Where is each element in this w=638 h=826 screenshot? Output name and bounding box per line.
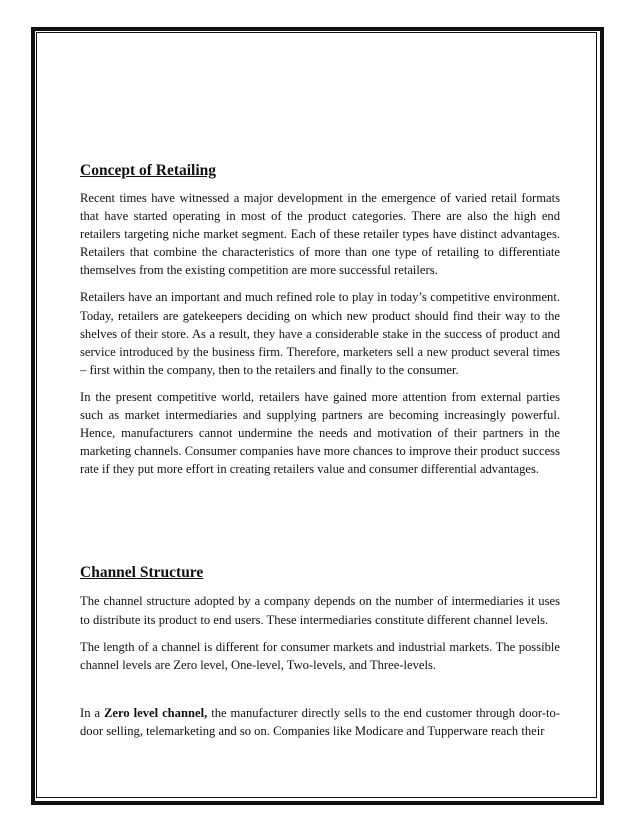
channel-paragraph-1: The channel structure adopted by a company depends on the number of intermediaries it uses to distribute its product to end users. These intermediaries constitute different channel levels.	[80, 594, 560, 627]
channel-paragraph-2: The length of a channel is different for consumer markets and industrial markets. The possible channel levels are Zero level, One-level, Two-levels, and Three-levels.	[80, 639, 560, 672]
zero-level-term: Zero level channel,	[104, 705, 208, 720]
section-heading-retailing: Concept of Retailing	[80, 162, 217, 179]
section-heading-channel-structure: Channel Structure	[80, 564, 204, 582]
document-body	[80, 162, 560, 740]
zero-level-prefix: In a	[80, 705, 105, 720]
retailing-paragraph-3: In the present competitive world, retailers have gained more attention from external parties such as market intermediaries and supplying partners are becoming increasingly powerful. Hence, manufacturers cannot undermine the needs and motivation of their partners in the marketing channels. Consumer companies have more chances to improve their product success rate if they put more effort in creating retailers value and consumer differential advantages.	[80, 389, 560, 477]
zero-level-text: the manufacturer directly sells to the end customer through door-to-door selling, telemarketing and so on. Companies like Modicare and Tupperware reach their	[80, 705, 560, 738]
zero-level-paragraph	[80, 704, 560, 740]
retailing-paragraph-2: Retailers have an important and much refined role to play in today’s competitive environment. Today, retailers are gatekeepers deciding on which new product should find their way to the shelves of their store. As a result, they have a considerable stake in the success of product and service introduced by the business firm. Therefore, marketers sell a new product several times – first within the company, then to the retailers and finally to the consumer.	[80, 290, 560, 377]
retailing-paragraph-1: Recent times have witnessed a major development in the emergence of varied retail formats that have started operating in most of the product categories. There are also the high end retailers targeting niche market segment. Each of these retailer types have distinct advantages. Retailers that combine the characteristics of more than one type of retailing to differentiate themselves from the existing competition are more successful retailers.	[80, 191, 560, 278]
